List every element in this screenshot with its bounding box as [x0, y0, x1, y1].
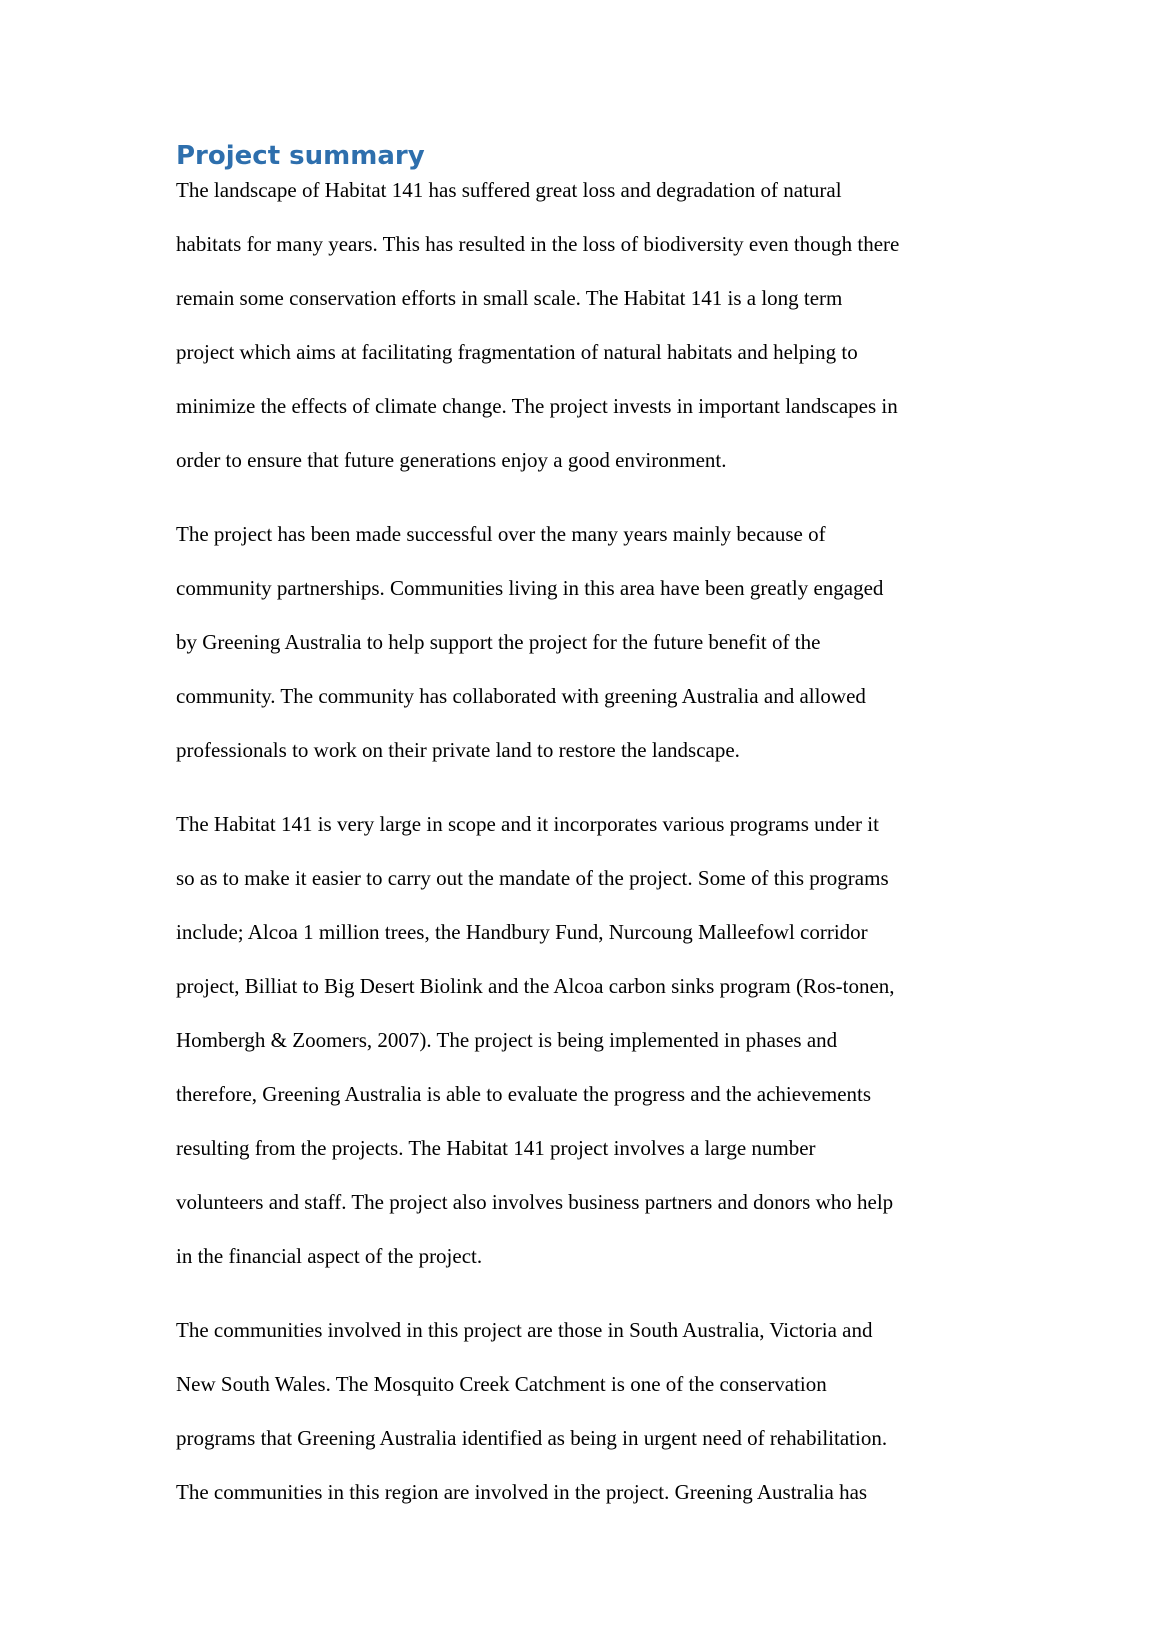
text-line: project which aims at facilitating fragmentation of natural habitats and helping to — [176, 340, 858, 364]
text-line: programs that Greening Australia identified as being in urgent need of rehabilitation. — [176, 1426, 888, 1450]
document-body — [176, 136, 996, 1532]
text-line: project, Billiat to Big Desert Biolink and the Alcoa carbon sinks program (Ros-tonen, — [176, 974, 895, 998]
paragraph-2 — [176, 520, 996, 790]
text-line: in the financial aspect of the project. — [176, 1244, 483, 1268]
text-line: professionals to work on their private land to restore the landscape. — [176, 738, 740, 762]
text-line: by Greening Australia to help support the project for the future benefit of the — [176, 630, 821, 654]
paragraph-1 — [176, 176, 996, 500]
text-line: include; Alcoa 1 million trees, the Handbury Fund, Nurcoung Malleefowl corridor — [176, 920, 868, 944]
text-line: habitats for many years. This has resulted in the loss of biodiversity even though there — [176, 232, 900, 256]
text-line: New South Wales. The Mosquito Creek Catchment is one of the conservation — [176, 1372, 827, 1396]
section-heading: Project summary — [176, 141, 425, 171]
paragraph-3 — [176, 810, 996, 1296]
text-line: minimize the effects of climate change. The project invests in important landscapes in — [176, 394, 898, 418]
text-line: community. The community has collaborated with greening Australia and allowed — [176, 684, 866, 708]
text-line: The communities in this region are involved in the project. Greening Australia has — [176, 1480, 868, 1504]
text-line: remain some conservation efforts in small scale. The Habitat 141 is a long term — [176, 286, 843, 310]
text-line: The Habitat 141 is very large in scope and it incorporates various programs under it — [176, 812, 879, 836]
text-line: so as to make it easier to carry out the mandate of the project. Some of this programs — [176, 866, 889, 890]
text-line: Hombergh & Zoomers, 2007). The project is being implemented in phases and — [176, 1028, 838, 1052]
text-line: The landscape of Habitat 141 has suffered great loss and degradation of natural — [176, 178, 842, 202]
paragraph-4 — [176, 1316, 996, 1532]
text-line: The project has been made successful over the many years mainly because of — [176, 522, 826, 546]
text-line: resulting from the projects. The Habitat 141 project involves a large number — [176, 1136, 816, 1160]
text-line: community partnerships. Communities living in this area have been greatly engaged — [176, 576, 884, 600]
text-line: therefore, Greening Australia is able to evaluate the progress and the achievements — [176, 1082, 872, 1106]
text-line: volunteers and staff. The project also involves business partners and donors who help — [176, 1190, 894, 1214]
text-line: The communities involved in this project are those in South Australia, Victoria and — [176, 1318, 873, 1342]
text-line: order to ensure that future generations enjoy a good environment. — [176, 448, 727, 472]
